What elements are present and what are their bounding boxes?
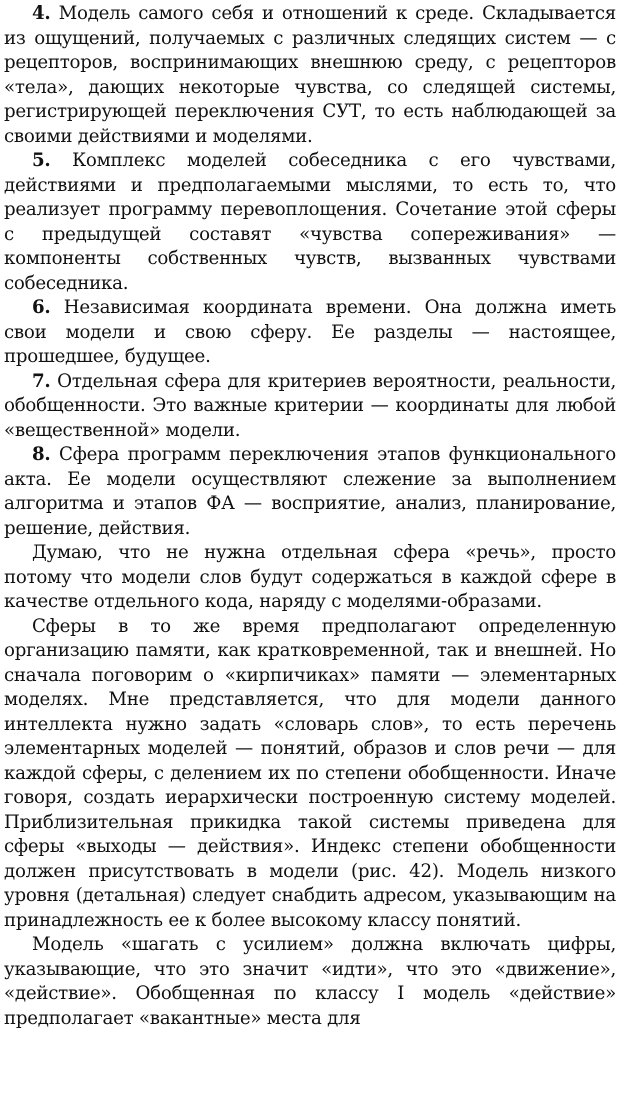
- paragraph-number: 6.: [32, 297, 51, 318]
- paragraph-text: Отдельная сфера для критериев вероятности, реальности, обобщенности. Это важные критерии — координаты для любой «вещественной» модели.: [4, 370, 616, 441]
- paragraph-number: 8.: [32, 444, 51, 465]
- paragraph-text: Сферы в то же время предполагают определенную организацию памяти, как кратковременной, так и внешней. Но сначала поговорим о «кирпичиках» памяти — элементарных моделях. Мне представляется, что для модели данного интеллекта нужно задать «словарь слов», то есть перечень элементарных моделей — понятий, образов и слов речи — для каждой сферы, с делением их по степени обобщенности. Иначе говоря, создать иерархически построенную систему моделей. Приблизительная прикидка такой системы приведена для сферы «выходы — действия». Индекс степени обобщенности должен присутствовать в модели (рис. 42). Модель низкого уровня (детальная) следует снабдить адресом, указывающим на принадлежность ее к более высокому классу понятий.: [4, 615, 616, 931]
- paragraph-walking-model: [4, 933, 616, 1031]
- paragraph-text: Думаю, что не нужна отдельная сфера «речь», просто потому что модели слов будут содержаться в каждой сфере в качестве отдельного кода, наряду с моделями-образами.: [4, 542, 616, 612]
- paragraph-4: [4, 2, 616, 149]
- paragraph-text: Комплекс моделей собеседника с его чувствами, действиями и предполагаемыми мыслями, то есть то, что реализует программу перевоплощения. Сочетание этой сферы с предыдущей составят «чувства сопереживания» — компоненты собственных чувств, вызванных чувствами собеседника.: [4, 150, 616, 294]
- paragraph-text: Модель самого себя и отношений к среде. Складывается из ощущений, получаемых с различных следящих систем — с рецепторов, воспринимающих внешнюю среду, с рецепторов «тела», дающих некоторые чувства, со следящей системы, регистрирующей переключения СУТ, то есть наблюдающей за своими действиями и моделями.: [4, 3, 616, 147]
- paragraph-text: Модель «шагать с усилием» должна включать цифры, указывающие, что это значит «идти», что это «движение», «действие». Обобщенная по классу I модель «действие» предполагает «вакантные» места для: [4, 934, 616, 1029]
- paragraph-text: Независимая координата времени. Она должна иметь свои модели и свою сферу. Ее разделы — настоящее, прошедшее, будущее.: [4, 297, 616, 367]
- paragraph-speech-sphere: [4, 541, 616, 615]
- paragraph-text: Сфера программ переключения этапов функционального акта. Ее модели осуществляют слежение за выполнением алгоритма и этапов ФА — восприятие, анализ, планирование, решение, действия.: [4, 444, 616, 539]
- paragraph-6: [4, 296, 616, 370]
- paragraph-number: 7.: [32, 370, 51, 392]
- paragraph-number: 5.: [32, 150, 51, 171]
- paragraph-8: [4, 443, 616, 541]
- paragraph-number: 4.: [32, 3, 51, 24]
- paragraph-5: [4, 149, 616, 296]
- paragraph-7: [4, 370, 616, 444]
- paragraph-memory-organization: [4, 615, 616, 934]
